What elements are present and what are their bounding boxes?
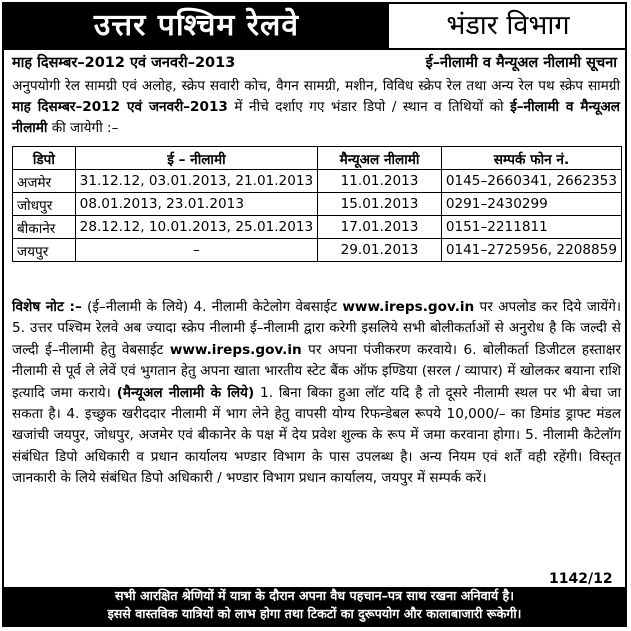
header-manual-auction: मैन्यूअल नीलामी [318, 147, 442, 170]
footer-banner [4, 587, 625, 625]
e-auction-cell: 08.01.2013, 23.01.2013 [75, 193, 317, 216]
intro-auction-type: ई–नीलामी व मैन्यूअल नीलामी [12, 99, 621, 136]
note-text-4: 1. बिना बिका हुआ लॉट यदि है तो दूसरे नीलामी स्थल पर भी बेचा जा सकता है। 4. इच्छुक खरीददार नीलामी में भाग लेने हेतु वापसी योग्य रिफन्डेबल रूपये 10,000/– का डिमांड ड्राफ्ट मंडल खजांची जयपुर, जोधपुर, अजमेर एवं बीकानेर के पक्ष में देय प्रवेश शुल्क के रूप में जमा करवाना होगा। 5. नीलामी कैटेलॉग संबंधित डिपो अधिकारी व प्रधान कार्यालय भण्डार विभाग के पास उपलब्ध है। अन्य नियम एवं शर्तें वही रहेंगी। विस्तृत जानकारी के लिये संबंधित डिपो अधिकारी / भण्डार विभाग प्रधान कार्यालय, जयपुर में सम्पर्क करें। [12, 384, 621, 487]
phone-cell: 0291–2430299 [441, 193, 621, 216]
manual-auction-cell: 17.01.2013 [318, 216, 442, 239]
header-depot: डिपो [13, 147, 76, 170]
manual-auction-cell: 29.01.2013 [318, 239, 442, 262]
table-row [13, 170, 622, 193]
table-row [13, 239, 622, 262]
notice-header [4, 4, 625, 50]
e-auction-cell: 28.12.12, 10.01.2013, 25.01.2013 [75, 216, 317, 239]
manual-auction-cell: 11.01.2013 [318, 170, 442, 193]
depot-cell: बीकानेर [13, 216, 76, 239]
subheading [12, 52, 617, 74]
header-e-auction: ई – नीलामी [75, 147, 317, 170]
website-link[interactable]: www.ireps.gov.in [342, 299, 475, 315]
special-note-paragraph [12, 297, 621, 490]
phone-cell: 0145–2660341, 2662353 [441, 170, 621, 193]
auction-period: माह दिसम्बर–2012 एवं जनवरी–2013 [12, 55, 236, 71]
footer-line-2: इससे वास्तविक यात्रियों को लाभ होगा तथा टिकटों का दुरूपयोग और कालाबाजारी रूकेगी। [107, 606, 522, 621]
intro-paragraph [12, 76, 620, 139]
e-auction-cell: – [75, 239, 317, 262]
depot-cell: जोधपुर [13, 193, 76, 216]
e-auction-cell: 31.12.12, 03.01.2013, 21.01.2013 [75, 170, 317, 193]
footer-line-1: सभी आरक्षित श्रेणियों में यात्रा के दौरान अपना वैध पहचान–पत्र साथ रखना अनिवार्य है। [115, 588, 514, 603]
table-header-row [13, 147, 622, 170]
note-text-1: (ई–नीलामी के लिये) 4. नीलामी केटेलोग वेबसाईट [81, 299, 343, 315]
auction-schedule-table [12, 146, 622, 262]
reference-number: 1142/12 [549, 571, 613, 587]
intro-text-2: में नीचे दर्शाए गए भंडार डिपो / स्थान व तिथियों को [227, 99, 511, 115]
phone-cell: 0141–2725956, 2208859 [441, 239, 621, 262]
note-text-2: पर अपलोड कर दिये जायेंगे। 5. उत्तर पश्चिम रेलवे अब ज्यादा स्क्रेप नीलामी ई–नीलामी द्वारा करेगी इसलिये सभी बोलीकर्ताओं से अनुरोध है कि जल्दी से जल्दी ई–नीलामी हेतु वेबसाईट [12, 299, 621, 358]
special-note-label: विशेष नोट :– [12, 299, 82, 315]
note-text-3: पर अपना पंजीकरण करवाये। 6. बोलीकर्ता डिजीटल हस्ताक्षर नीलामी से पूर्व ले लेवें एवं भुगतान हेतु अपना खाता भारतीय स्टेट बैंक ऑफ इण्डिया (सरल / व्यापार) में खोलकर बयाना राशि इत्यादि जमा कराये। [12, 341, 622, 401]
manual-auction-cell: 15.01.2013 [318, 193, 442, 216]
intro-text-1: अनुपयोगी रेल सामग्री एवं अलोह, स्क्रेप सवारी कोच, वैगन सामग्री, मशीन, विविध स्क्रेप रेल तथा अन्य रेल पथ स्क्रेप सामग्री [12, 78, 620, 94]
depot-cell: जयपुर [13, 239, 76, 262]
notice-title: ई–नीलामी व मैन्यूअल नीलामी सूचना [425, 55, 617, 71]
phone-cell: 0151–2211811 [441, 216, 621, 239]
depot-cell: अजमेर [13, 170, 76, 193]
header-contact-phone: सम्पर्क फोन नं. [441, 147, 621, 170]
website-link[interactable]: www.ireps.gov.in [169, 341, 302, 358]
table-row [13, 216, 622, 239]
intro-period: माह दिसम्बर–2012 एवं जनवरी–2013 [12, 99, 228, 115]
table-row [13, 193, 622, 216]
intro-text-3: की जायेगी :– [47, 120, 119, 136]
department-name: भंडार विभाग [446, 10, 570, 41]
manual-auction-label: (मैन्यूअल नीलामी के लिये) [116, 384, 255, 401]
railway-name: उत्तर पश्चिम रेलवे [4, 4, 389, 48]
notice-frame [2, 2, 627, 627]
